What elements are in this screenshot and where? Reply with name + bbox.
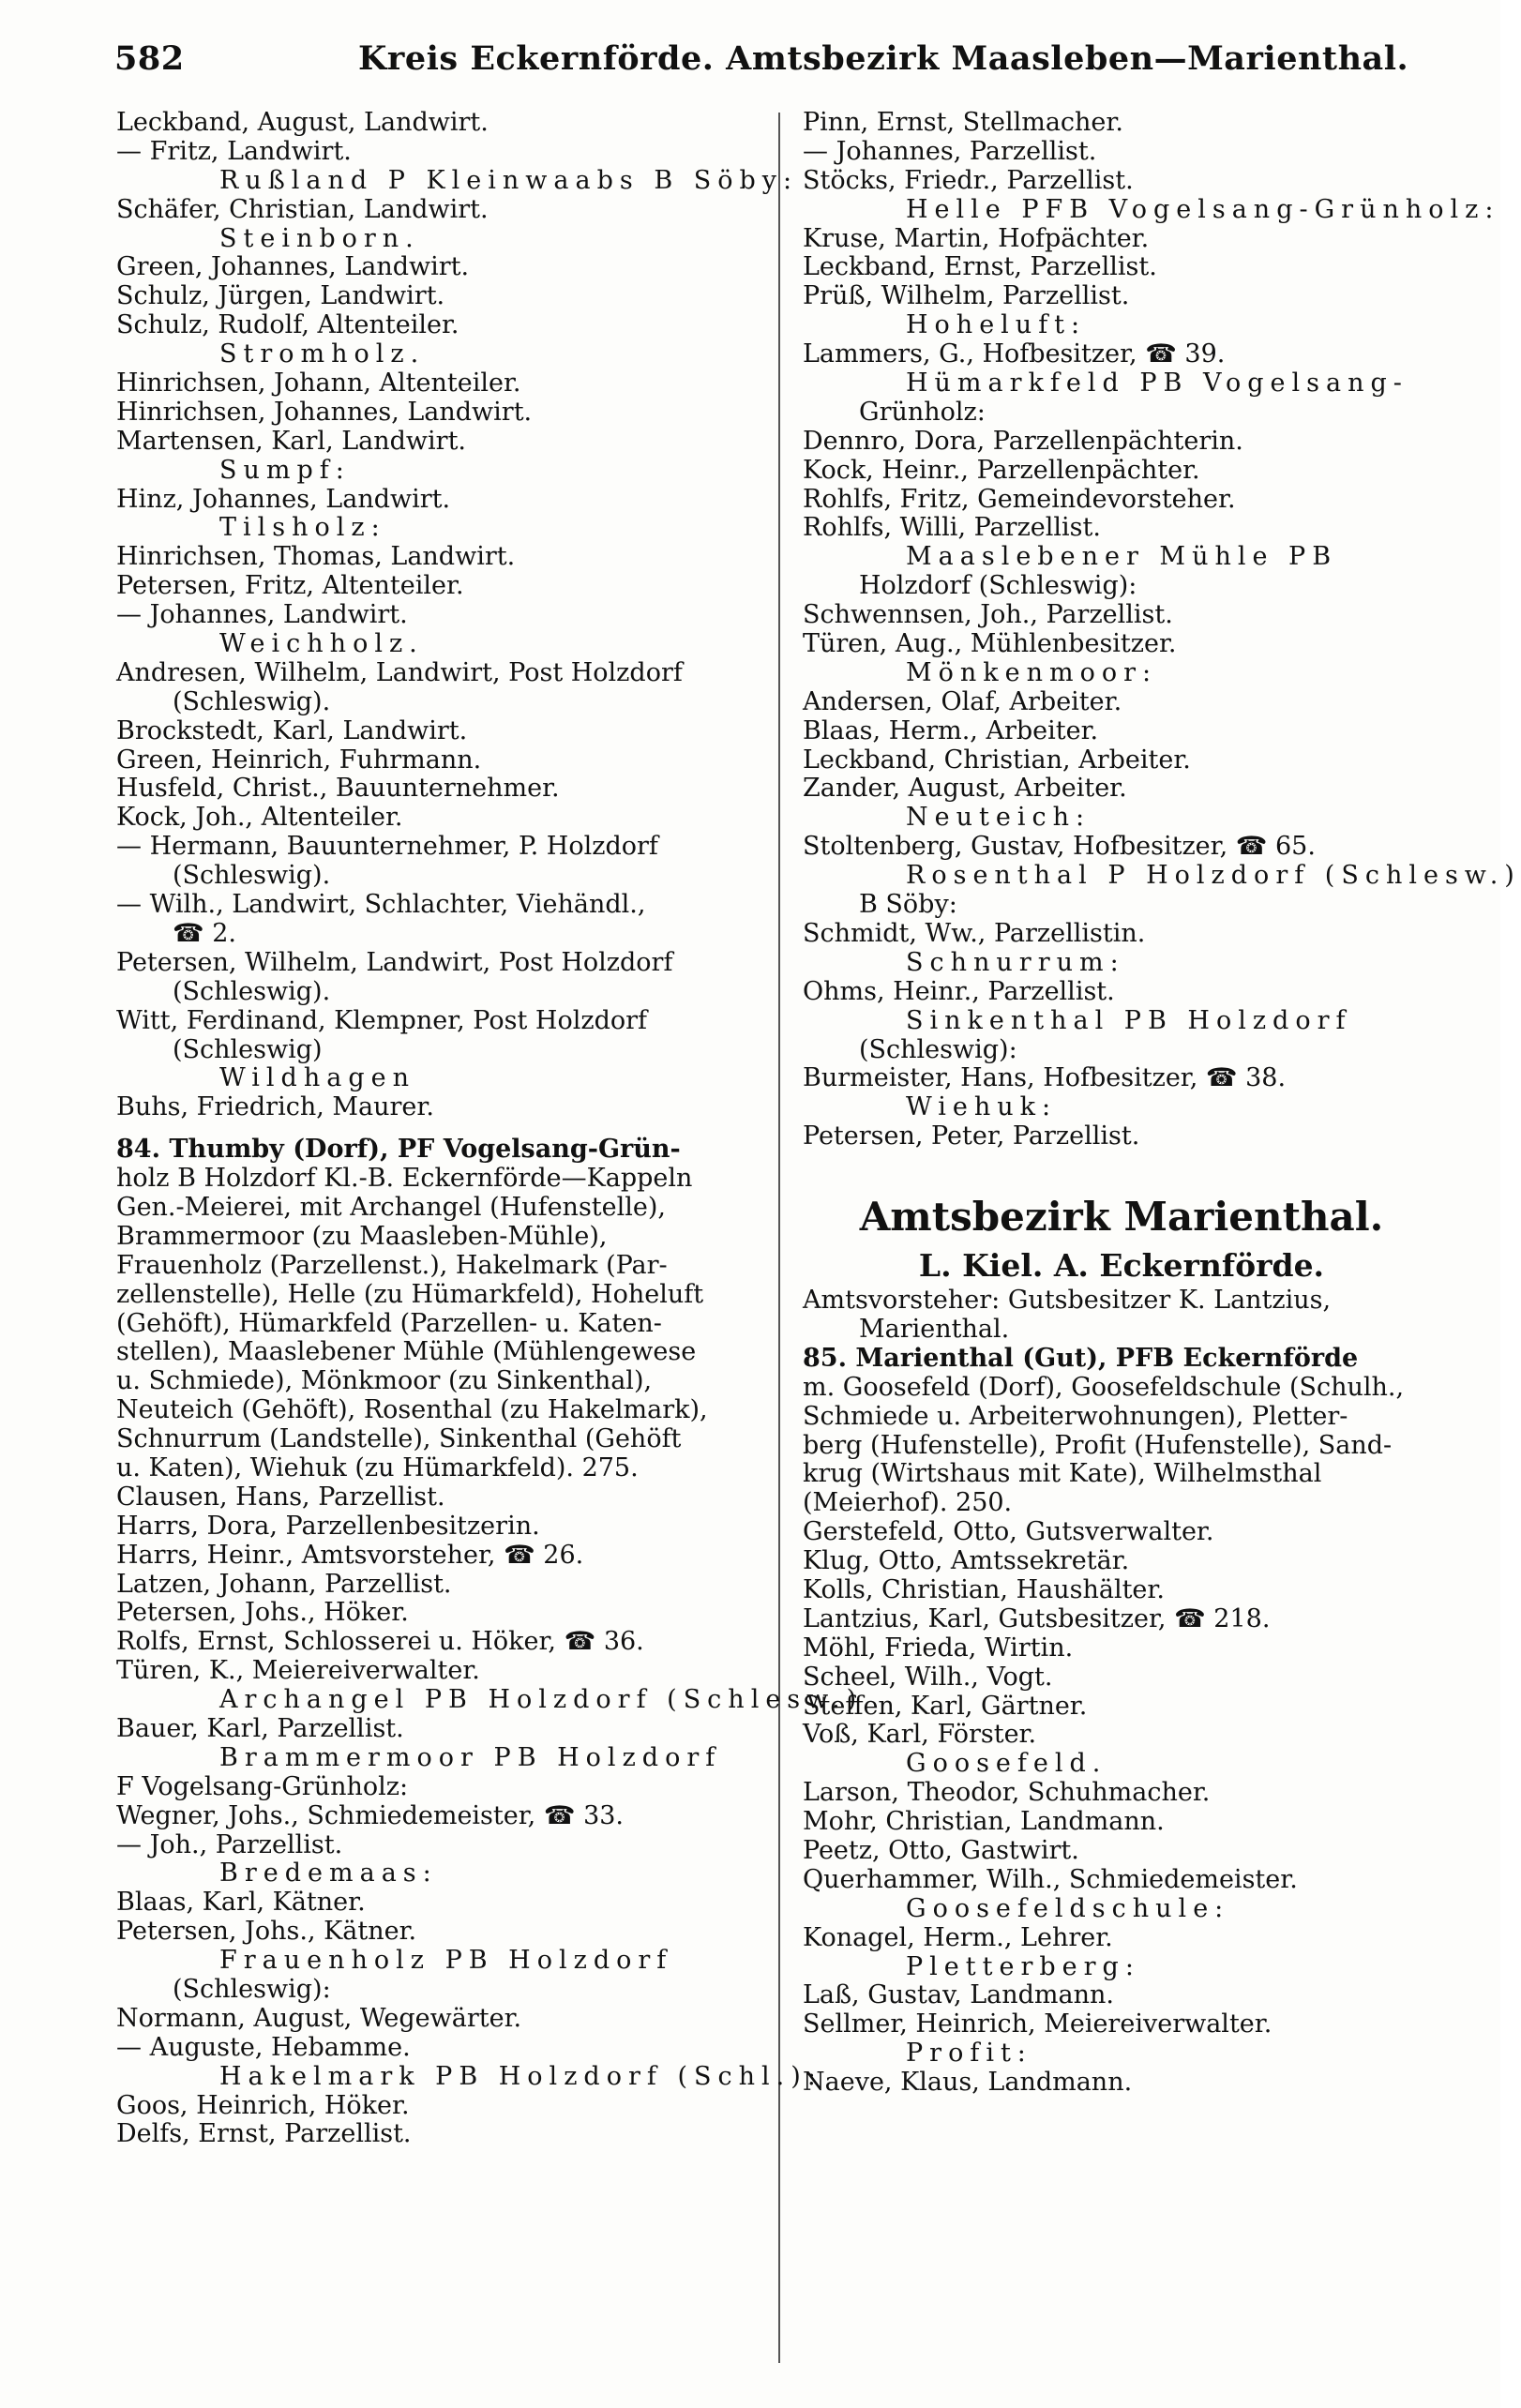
locality-heading: Profit: — [906, 2039, 1032, 2069]
resident-line: Petersen, Peter, Parzellist. — [803, 1121, 1140, 1151]
continuation-line: ☎ 2. — [173, 918, 236, 948]
district-heading: Amtsbezirk Marienthal. — [859, 1194, 1384, 1241]
resident-line: Brammermoor (zu Maasleben-Mühle), — [116, 1221, 608, 1251]
resident-line: Kock, Joh., Altenteiler. — [116, 803, 403, 833]
resident-line: Harrs, Heinr., Amtsvorsteher, ☎ 26. — [116, 1540, 584, 1570]
page-number: 582 — [114, 39, 185, 78]
resident-line: — Joh., Parzellist. — [116, 1829, 343, 1859]
resident-line: Green, Johannes, Landwirt. — [116, 252, 470, 282]
continuation-line: (Schleswig). — [173, 861, 331, 891]
locality-heading: Neuteich: — [906, 803, 1092, 833]
resident-line: Kruse, Martin, Hofpächter. — [803, 223, 1150, 253]
locality-heading: Wiehuk: — [906, 1092, 1058, 1122]
locality-heading: Schnurrum: — [906, 947, 1125, 977]
resident-line: — Fritz, Landwirt. — [116, 136, 352, 166]
resident-line: Buhs, Friedrich, Maurer. — [116, 1092, 434, 1122]
resident-line: Rohlfs, Fritz, Gemeindevorsteher. — [803, 484, 1236, 514]
resident-line: berg (Hufenstelle), Profit (Hufenstelle), Sand- — [803, 1430, 1393, 1460]
resident-line: Andersen, Olaf, Arbeiter. — [803, 686, 1122, 716]
resident-line: krug (Wirtshaus mit Kate), Wilhelmsthal — [803, 1459, 1322, 1489]
continuation-line: (Schleswig). — [173, 976, 331, 1006]
resident-line: Bauer, Karl, Parzellist. — [116, 1713, 404, 1743]
continuation-line: Marienthal. — [859, 1314, 1010, 1344]
resident-line: Amtsvorsteher: Gutsbesitzer K. Lantzius, — [803, 1286, 1332, 1316]
resident-line: Martensen, Karl, Landwirt. — [116, 426, 467, 456]
resident-line: Leckband, Ernst, Parzellist. — [803, 252, 1157, 282]
resident-line: Voß, Karl, Förster. — [803, 1720, 1037, 1750]
locality-heading: Hümarkfeld PB Vogelsang- — [906, 369, 1408, 399]
resident-line: Schulz, Jürgen, Landwirt. — [116, 281, 445, 311]
page-header — [114, 39, 1446, 92]
resident-line: Hinrichsen, Johann, Altenteiler. — [116, 369, 521, 399]
locality-heading: Rosenthal P Holzdorf (Schlesw.) — [906, 861, 1521, 891]
resident-line: Naeve, Klaus, Landmann. — [803, 2068, 1133, 2098]
resident-line: Neuteich (Gehöft), Rosenthal (zu Hakelmark), — [116, 1395, 708, 1425]
resident-line: Schnurrum (Landstelle), Sinkenthal (Gehöft — [116, 1424, 682, 1454]
place-entry: 85. Marienthal (Gut), PFB Eckernförde — [803, 1343, 1359, 1373]
right-column — [803, 108, 1521, 2393]
locality-heading: Bredemaas: — [219, 1859, 438, 1889]
resident-line: — Johannes, Landwirt. — [116, 600, 408, 630]
resident-line: Petersen, Fritz, Altenteiler. — [116, 571, 464, 601]
resident-line: Larson, Theodor, Schuhmacher. — [803, 1778, 1211, 1808]
place-entry: 84. Thumby (Dorf), PF Vogelsang-Grün- — [116, 1135, 681, 1165]
resident-line: F Vogelsang-Grünholz: — [116, 1771, 409, 1801]
locality-heading: Mönkenmoor: — [906, 657, 1158, 687]
resident-line: Laß, Gustav, Landmann. — [803, 1980, 1114, 2010]
continuation-line: (Schleswig): — [173, 1975, 331, 2004]
resident-line: Leckband, Christian, Arbeiter. — [803, 745, 1191, 775]
resident-line: Gerstefeld, Otto, Gutsverwalter. — [803, 1517, 1214, 1547]
resident-line: Leckband, August, Landwirt. — [116, 108, 489, 137]
resident-line: Latzen, Johann, Parzellist. — [116, 1569, 452, 1599]
resident-line: Harrs, Dora, Parzellenbesitzerin. — [116, 1511, 540, 1541]
resident-line: (Meierhof). 250. — [803, 1488, 1013, 1518]
resident-line: Kock, Heinr., Parzellenpächter. — [803, 455, 1200, 485]
resident-line: stellen), Maaslebener Mühle (Mühlengewese — [116, 1337, 697, 1367]
resident-line: Sellmer, Heinrich, Meiereiverwalter. — [803, 2009, 1273, 2039]
resident-line: Blaas, Herm., Arbeiter. — [803, 715, 1099, 745]
resident-line: Hinrichsen, Thomas, Landwirt. — [116, 542, 516, 572]
resident-line: Prüß, Wilhelm, Parzellist. — [803, 281, 1130, 311]
resident-line: — Hermann, Bauunternehmer, P. Holzdorf — [116, 832, 658, 862]
resident-line: Rolfs, Ernst, Schlosserei u. Höker, ☎ 36. — [116, 1627, 644, 1657]
continuation-line: (Schleswig): — [859, 1034, 1017, 1064]
resident-line: Scheel, Wilh., Vogt. — [803, 1662, 1053, 1692]
resident-line: Husfeld, Christ., Bauunternehmer. — [116, 774, 560, 804]
resident-line: Normann, August, Wegewärter. — [116, 2003, 522, 2033]
locality-heading: Weichholz. — [219, 629, 424, 659]
resident-line: (Gehöft), Hümarkfeld (Parzellen- u. Katen- — [116, 1308, 662, 1338]
resident-line: Goos, Heinrich, Höker. — [116, 2090, 410, 2120]
resident-line: Green, Heinrich, Fuhrmann. — [116, 745, 482, 775]
resident-line: — Johannes, Parzellist. — [803, 136, 1097, 166]
resident-line: Schulz, Rudolf, Altenteiler. — [116, 310, 459, 340]
resident-line: Peetz, Otto, Gastwirt. — [803, 1835, 1079, 1865]
left-column — [116, 108, 864, 2393]
resident-line: Zander, August, Arbeiter. — [803, 774, 1127, 804]
locality-heading: Rußland P Kleinwaabs B Söby: — [219, 165, 799, 195]
resident-line: Petersen, Wilhelm, Landwirt, Post Holzdorf — [116, 947, 673, 977]
resident-line: Schmidt, Ww., Parzellistin. — [803, 918, 1146, 948]
locality-heading: Sinkenthal PB Holzdorf — [906, 1005, 1352, 1035]
resident-line: Lantzius, Karl, Gutsbesitzer, ☎ 218. — [803, 1603, 1271, 1633]
resident-line: Dennro, Dora, Parzellenpächterin. — [803, 426, 1243, 456]
resident-line: u. Katen), Wiehuk (zu Hümarkfeld). 275. — [116, 1452, 639, 1482]
continuation-line: (Schleswig). — [173, 686, 331, 716]
resident-line: m. Goosefeld (Dorf), Goosefeldschule (Schulh., — [803, 1372, 1405, 1402]
locality-heading: Maaslebener Mühle PB — [906, 542, 1338, 572]
resident-line: Klug, Otto, Amtssekretär. — [803, 1546, 1130, 1576]
continuation-line: Grünholz: — [859, 397, 986, 427]
locality-heading: Pletterberg: — [906, 1951, 1140, 1981]
resident-line: Andresen, Wilhelm, Landwirt, Post Holzdorf — [116, 657, 683, 687]
locality-heading: Archangel PB Holzdorf (Schlesw.) — [219, 1685, 864, 1715]
continuation-line: (Schleswig) — [173, 1034, 323, 1064]
resident-line: Ohms, Heinr., Parzellist. — [803, 976, 1115, 1006]
resident-line: Türen, Aug., Mühlenbesitzer. — [803, 629, 1177, 659]
resident-line: — Auguste, Hebamme. — [116, 2032, 411, 2062]
locality-heading: Goosefeldschule: — [906, 1893, 1230, 1923]
district-subheading: L. Kiel. A. Eckernförde. — [918, 1247, 1325, 1285]
resident-line: Burmeister, Hans, Hofbesitzer, ☎ 38. — [803, 1063, 1287, 1093]
locality-heading: Stromholz. — [219, 339, 426, 369]
resident-line: Witt, Ferdinand, Klempner, Post Holzdorf — [116, 1005, 648, 1035]
column-divider — [778, 113, 780, 2363]
locality-heading: Steinborn. — [219, 223, 420, 253]
resident-line: — Wilh., Landwirt, Schlachter, Viehändl., — [116, 890, 646, 920]
resident-line: Petersen, Johs., Höker. — [116, 1598, 409, 1628]
resident-line: u. Schmiede), Mönkmoor (zu Sinkenthal), — [116, 1366, 653, 1396]
resident-line: Blaas, Karl, Kätner. — [116, 1888, 366, 1918]
resident-line: Delfs, Ernst, Parzellist. — [116, 2119, 412, 2149]
locality-heading: Frauenholz PB Holzdorf — [219, 1946, 673, 1976]
resident-line: Frauenholz (Parzellenst.), Hakelmark (Par- — [116, 1250, 668, 1280]
resident-line: Querhammer, Wilh., Schmiedemeister. — [803, 1864, 1298, 1894]
resident-line: zellenstelle), Helle (zu Hümarkfeld), Hoheluft — [116, 1279, 704, 1309]
spacer — [116, 1122, 754, 1136]
locality-heading: Brammermoor PB Holzdorf — [219, 1742, 722, 1772]
resident-line: Möhl, Frieda, Wirtin. — [803, 1633, 1074, 1663]
locality-heading: Tilsholz: — [219, 513, 386, 543]
resident-line: Stöcks, Friedr., Parzellist. — [803, 165, 1134, 195]
resident-line: Lammers, G., Hofbesitzer, ☎ 39. — [803, 339, 1226, 369]
continuation-line: Holzdorf (Schleswig): — [859, 571, 1137, 601]
resident-line: Hinz, Johannes, Landwirt. — [116, 484, 451, 514]
locality-heading: Sumpf: — [219, 455, 351, 485]
resident-line: Mohr, Christian, Landmann. — [803, 1807, 1165, 1837]
resident-line: Schmiede u. Arbeiterwohnungen), Pletter- — [803, 1401, 1348, 1431]
continuation-line: B Söby: — [859, 890, 957, 920]
locality-heading: Helle PFB Vogelsang-Grünholz: — [906, 194, 1500, 224]
running-title: Kreis Eckernförde. Amtsbezirk Maasleben—Marienthal. — [358, 39, 1409, 78]
locality-heading: Wildhagen — [219, 1063, 415, 1093]
resident-line: Wegner, Johs., Schmiedemeister, ☎ 33. — [116, 1800, 625, 1830]
resident-line: Steffen, Karl, Gärtner. — [803, 1691, 1088, 1721]
resident-line: Schäfer, Christian, Landwirt. — [116, 194, 489, 224]
resident-line: Brockstedt, Karl, Landwirt. — [116, 715, 468, 745]
resident-line: Schwennsen, Joh., Parzellist. — [803, 600, 1173, 630]
resident-line: Rohlfs, Willi, Parzellist. — [803, 513, 1101, 543]
resident-line: Hinrichsen, Johannes, Landwirt. — [116, 397, 533, 427]
resident-line: Pinn, Ernst, Stellmacher. — [803, 108, 1123, 137]
resident-line: Petersen, Johs., Kätner. — [116, 1917, 417, 1947]
resident-line: Stoltenberg, Gustav, Hofbesitzer, ☎ 65. — [803, 832, 1316, 862]
resident-line: holz B Holzdorf Kl.-B. Eckernförde—Kappeln — [116, 1164, 693, 1194]
resident-line: Türen, K., Meiereiverwalter. — [116, 1656, 480, 1686]
resident-line: Clausen, Hans, Parzellist. — [116, 1482, 445, 1512]
resident-line: Kolls, Christian, Haushälter. — [803, 1574, 1165, 1604]
locality-heading: Hakelmark PB Holzdorf (Schl.): — [219, 2061, 822, 2091]
resident-line: Gen.-Meierei, mit Archangel (Hufenstelle), — [116, 1192, 666, 1222]
locality-heading: Hoheluft: — [906, 310, 1087, 340]
resident-line: Konagel, Herm., Lehrer. — [803, 1922, 1113, 1952]
locality-heading: Goosefeld. — [906, 1749, 1107, 1779]
